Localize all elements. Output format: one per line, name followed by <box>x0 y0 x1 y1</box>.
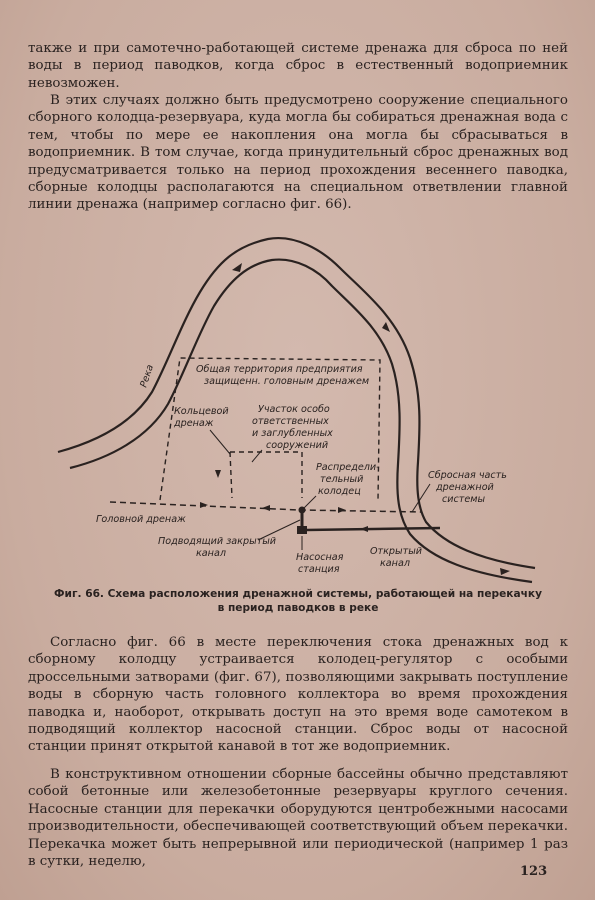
head-arrow-3 <box>338 507 346 513</box>
plot-label-line3: и заглубленных <box>252 428 333 439</box>
ring-drainage <box>230 452 302 498</box>
discharge-label-line3: системы <box>442 494 486 505</box>
page-number: 123 <box>520 864 548 879</box>
paragraph-construction: В конструктивном отношении сборные бассейны обычно представляют собой бетонные или железобетонные резервуары круглого сечения. Насосные станции для перекачки оборудуются центробежными насосами производительности, обеспечивающей соответствующий объем перекачки. Перекачка может быть непрерывной или периодической (например 1 раз в сутки, неделю, <box>28 767 568 870</box>
paragraph-regulator-well: Согласно фиг. 66 в месте переключения стока дренажных вод к сборному колодцу устраивается колодец-регулятор с особыми дроссельными затворами (фиг. 67), позволяющими закрывать поступление воды в сборную часть головного коллектора во время прохождения паводка и, наоборот, открывать доступ на это время воде самотеком в подводящий коллектор насосной станции. Сброс воды от насосной станции принят открытой канавой в тот же водоприемник. <box>28 635 568 755</box>
territory-label-line1: Общая территория предприятия <box>196 364 363 375</box>
ring-label-line2: дренаж <box>174 418 214 429</box>
river-arrow-1 <box>232 263 242 272</box>
caption-line2: в период паводков в реке <box>217 602 379 614</box>
paragraph-continuation: также и при самотечно-работающей системе дренажа для сброса по ней воды в период паводков, когда сброс в естественный водоприемник невозможен. <box>28 41 568 91</box>
dist-label-line2: тельный <box>320 474 364 485</box>
river-label: Река <box>138 363 157 389</box>
caption-line1: Фиг. 66. Схема расположения дренажной системы, работающей на перекачку <box>54 588 542 600</box>
plot-label-line4: сооружений <box>266 440 329 451</box>
open-channel-arrow <box>360 526 368 532</box>
discharge-label-line1: Сбросная часть <box>428 470 507 481</box>
supply-leader <box>258 520 300 540</box>
plot-label-line2: ответственных <box>252 416 329 427</box>
head-arrow-2 <box>262 505 270 511</box>
pumping-station <box>297 526 307 534</box>
dist-label-line3: колодец <box>318 486 361 497</box>
supply-label-line1: Подводящий закрытый <box>158 536 277 547</box>
paragraph-sump-reservoir: В этих случаях должно быть предусмотрено сооружение специального сборного колодца-резервуара, куда могла бы собираться дренажная вода с тем, чтобы по мере ее накопления она могла бы сбрасываться в водоприемник. В том случае, когда принудительный сброс дренажных вод предусматривается только на период прохождения весеннего паводка, сборные колодцы располагаются на специальном ответвлении главной линии дренажа (например согласно фиг. 66). <box>28 93 568 213</box>
river-arrow-2 <box>382 322 390 332</box>
discharge-label-line2: дренажной <box>436 482 494 493</box>
territory-label-line2: защищенн. головным дренажем <box>204 376 370 387</box>
head-drainage-label: Головной дренаж <box>96 514 186 525</box>
head-arrow-1 <box>200 502 208 508</box>
pump-label-line1: Насосная <box>296 552 344 563</box>
figure-caption <box>28 587 568 615</box>
plot-label-line1: Участок особо <box>258 404 330 415</box>
territory-arrow <box>215 470 221 478</box>
open-label-line1: Открытый <box>370 546 422 557</box>
dist-label-line1: Распредели- <box>316 462 380 473</box>
supply-label-line2: канал <box>196 548 226 559</box>
dist-leader <box>304 496 316 508</box>
ring-label-line1: Кольцевой <box>174 406 229 417</box>
river-arrow-3 <box>500 568 510 575</box>
open-channel <box>306 528 440 530</box>
ring-leader <box>210 430 230 454</box>
pump-label-line2: станция <box>298 564 340 575</box>
open-label-line2: канал <box>380 558 410 569</box>
